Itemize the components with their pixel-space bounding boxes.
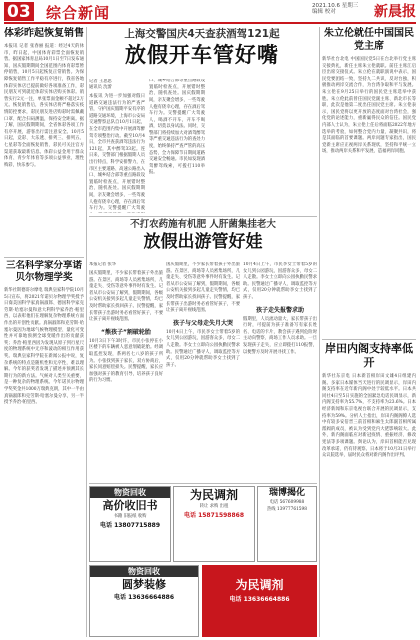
mid-body-4: 假期里，人员流动量大，家长带孩子出行时，可提前为孩子准备写有家长姓名、电话的卡片，教会孩子遇到危险时主动向警察、商场工作人员求助。一旦发现孩子走失，应立即拨打110报警，以便警方及时开展寻找工作。 (243, 316, 317, 355)
mid-subhead-2: 孩子与父母走失月大哭 (172, 319, 233, 327)
ad-3-title: 瑞博揭化 (268, 488, 305, 498)
banner-col-3 (209, 79, 261, 213)
ad-5-title: 为民调剂 (235, 578, 284, 592)
ad-1-phone: 电话 13807715889 (99, 521, 160, 529)
ad-1-name: 高价收旧书 (102, 499, 158, 512)
newspaper-logo: 新晨报 (374, 4, 416, 20)
banner-col-2 (149, 79, 205, 213)
mid-byline: 本报记者 张华 (89, 262, 117, 267)
ad-1 (89, 486, 171, 562)
left-story-2 (4, 260, 84, 637)
left-story-headline: 体彩昨起恢复销售 (4, 28, 84, 39)
right-story-2-headline: 岸田内阁支持率低开 (325, 342, 413, 369)
mid-col-3 (243, 262, 317, 480)
left-story (4, 27, 84, 255)
ad-2-sub: 转让 求购 出租 (199, 504, 229, 509)
ad-3 (257, 486, 317, 562)
ad-4 (89, 565, 199, 637)
right-story-2-body: 新华社东京电 日本新首相岸田文雄4日组建内阁。多家日本媒体当天进行的民调显示，岸田内阁支持率在近年新内阁中处于较低水平。日本共同社4日至5日实施的全国紧急电话民调显示，新内阁支持率为55.7%，不支持率为23.6%。日本经济新闻和东京电视台联合开展的民调显示，支持率为59%。分析人士指出，岸田内阁阁僚人选中有较多安倍晋三前首相和麻生太郎副首相所属派阀的成员，被认为受到党内大佬影响较大。此外，新内阁面临应对新冠疫情、重振经济、修改宪法等多项课题。舆论认为，岸田首相能否兑现改革承诺，仍有待观察。日本将于10月31日举行众议院选举，届时民众将对新内阁作出评判。 (322, 374, 416, 459)
ad-5 (202, 565, 317, 637)
banner-story-body-1: 本报讯 为进一步加强对假日道路交通违法行为的严查严管，守护国庆假期平安有序的道路交通环境，上海市公安局交通警察总队自10月1日起，在全市范围内集中开展酒驾醉驾专项整治行动。截至10月4日，全市共查获酒驾违法行为121起，其中醉驾33起。连日来，交警部门根据假期人员出行特点，科学安排警力，在市区主要道路、高速公路出入口、城乡结合部等重点路段设置临时检查点，开展错时整治、随机查处。国庆假期期间，亲友聚会增多，一些驾驶人抱有侥幸心理，存在酒后驾车行为。交警提醒广大驾驶 (89, 94, 145, 212)
section-title: 综合新闻 (46, 4, 111, 22)
divider-right (322, 339, 416, 340)
banner-kicker: 上海交警国庆4天查获酒驾121起 (124, 28, 280, 40)
ad-1-sub: 书籍 旧报纸 收购 (113, 514, 147, 519)
masthead (0, 0, 420, 24)
banner-col-4 (264, 79, 316, 213)
right-story-headline: 朱立伦就任中国国民党主席 (324, 28, 414, 52)
mid-body-2: 10月3日下午3时许，市民小张停在小区楼下的车辆被人恶意划破轮胎。经调取监控发现，系两名七八岁的孩子所为。小张找到孩子家长，双方协商后，家长同意赔偿损失。民警提醒，家长应加强对孩子的教育引导，培养孩子良好的行为习惯。 (89, 338, 163, 384)
mid-body-3: 10月4日上午，市民李女士带着5岁的女儿到公园游玩，因游客众多，母女二人走散。李女士立即向公园执勤民警求助。民警通过广播寻人、调取监控等方式，仅用20分钟就帮助李女士找到了孩子。 (166, 329, 240, 368)
banner-headline: 放假开车管好嘴 (125, 43, 279, 67)
mid-story-heading (89, 218, 317, 258)
mid-body-1b: 国庆假期里，不少家长带着孩子外出旅游。在景区、商场等人员密集场所，儿童走失、受伤等意外事件时有发生。记者从市公安局了解到，假期期间，各级公安机关接到多起儿童走失警情，均已及时帮助家长找回孩子。民警提醒，家长带孩子出游时务必看管好孩子，不要让孩子离开视线范围。 (166, 262, 240, 314)
mid-headline: 放假出游管好娃 (143, 232, 263, 252)
left-story-2-headline: 三名科学家分享诺贝尔物理学奖 (5, 260, 82, 283)
banner-story-body-2: 口、城乡结合部等重点路段设置临时检查点，开展错时整治、随机查处。国庆假期期间，亲友聚会增多，一些驾驶人抱有侥幸心理，存在酒后驾车行为。交警提醒广大驾驶人，喝酒不开车，开车不喝酒，切莫以身试法。同时，交警部门将持续加大对酒驾醉驾等严重交通违法行为的查处力度，始终保持严查严管的高压态势，全力保障节日期间道路交通安全畅通。市民如发现酒驾醉驾线索，可拨打110举报。 (149, 79, 205, 176)
issue-date (312, 3, 358, 15)
byline-reporter: 记者 王思思 (89, 79, 112, 84)
right-story-body: 新华社台北电 中国国民党5日在台北举行党主席交接典礼，新任主席朱立伦就职。前任主席江启臣出席交接仪式。朱立伦在就职演说中表示，国民党要团结一致，坚持九二共识、反对台独，积极推动两岸交流合作，为台湾争取和平与发展。朱立伦在9月25日举行的国民党主席选举中获胜。朱立伦此前曾任国民党副主席、新北市长等职，此次是他第二度出任国民党主席。朱立伦表示，国民党将以更开放的态度面对台湾社会，强化党的论述能力，重新赢得民众的信任。国民党内部人士认为，朱立伦上任后将面临2022年地方选举的考验，如何整合党内力量、凝聚共识，将是其面临的首要课题。两岸问题专家指出，国民党新主席应正视两岸关系现状，坚持和平统一立场，推动两岸关系和平发展，造福两岸同胞。 (322, 57, 416, 155)
ad-4-title: 物资回收 (90, 566, 198, 577)
right-story-2 (322, 342, 416, 637)
ad-1-title: 物资回收 (90, 487, 170, 498)
ad-5-phone: 电话 13636664886 (229, 596, 290, 603)
header-rule (4, 22, 416, 24)
divider-ads (89, 483, 317, 484)
ad-2-title: 为民调剂 (189, 488, 238, 502)
divider (4, 257, 84, 258)
column-divider (86, 27, 87, 637)
mid-body-1: 国庆假期里，不少家长带着孩子外出旅游。在景区、商场等人员密集场所，儿童走失、受伤等意外事件时有发生。记者从市公安局了解到，假期期间，各级公安机关接到多起儿童走失警情，均已及时帮助家长找回孩子。民警提醒，家长带孩子出游时务必看管好孩子，不要让孩子离开视线范围。 (89, 271, 163, 323)
ad-3-phone: 电话 567609988 (269, 500, 305, 505)
mid-subhead-3: 孩子走失报警求助 (255, 306, 304, 314)
mid-col-1 (89, 262, 163, 480)
ad-4-phone: 电话 13636664886 (113, 594, 174, 601)
byline-correspondent: 通讯员 沈蕾 (89, 85, 112, 90)
right-story (322, 27, 416, 337)
mid-col-2 (166, 262, 240, 480)
ad-4-name: 圆梦装修 (122, 578, 166, 591)
page-number: 03 (4, 2, 34, 21)
banner-byline-col (89, 79, 145, 213)
mid-body-3b: 10月4日上午，市民李女士带着5岁的女儿到公园游玩，因游客众多，母女二人走散。李女士立即向公园执勤民警求助。民警通过广播寻人、调取监控等方式，仅用20分钟就帮助李女士找到了孩子。 (243, 262, 317, 300)
ad-2-phone: 电话 15871598868 (183, 511, 244, 519)
mid-kicker: 不打农药施有机肥 人肝菌集挂老大 (130, 219, 276, 230)
left-story-body: 本报讯 记者 张春丽 报道：经过4天的休市，昨日起，中国体育彩票全面恢复销售。据国家体育总局10月1日至7日发布通知，国庆假期期间全国范围内体育彩票暂停销售，10月5日起恢复正常销售。为保障恢复销售工作平稳有序进行，我省各地体彩实体店已提前做好各项准备工作，彩民朋友可到就近体彩实体店购买体彩。销售实行2元一注，单张票面金额不超过2万元。恢复销售后，各实体店将严格落实疫情防控要求，彩民朋友进店购彩时需佩戴口罩、配合扫码测温，保持安全距离。据了解，国庆假期期间，全省体彩各项工作有序开展，游客出行需注意安全。10月5日起，竞彩、大乐透、排列三、排列五、七星彩等全面恢复销售，彩民可关注官方渠道获取最新信息。体彩公益金用于群众体育、青少年体育等多项公益事业，理性购彩，快乐参与。 (4, 44, 84, 168)
ad-3-tel: 热线 13977761598 (266, 506, 308, 512)
column-divider-right (319, 27, 320, 637)
ad-2 (173, 486, 255, 562)
mid-subhead-1: “熊孩子”割破轮胎 (101, 328, 151, 336)
editor-text: 编辑 校对 (312, 9, 336, 15)
divider-mid (89, 216, 317, 217)
banner-story (89, 27, 315, 77)
left-story-2-body: 新华社斯德哥尔摩电 瑞典皇家科学院10月5日宣布，将2021年诺贝尔物理学奖授予日裔美国科学家真锅淑郎、德国科学家克劳斯·哈塞尔曼和意大利科学家乔治·帕里西，以表彰他们在理解复杂物理系统方面作出的开创性贡献。真锅淑郎和克劳斯·哈塞尔曼因为地球气候物理模型、量化可变性并可靠地预测全球变暖作出的贡献获奖；乔治·帕里西因为发现从原子到行星尺度的物理系统中无序和波动的相互作用获奖。瑞典皇家科学院在新闻公报中说，复杂系统的特点是随机性和无序性，难以理解。今年的获奖者发现了描述并预测其长期行为的新方法。气候对人类至关重要，是一种复杂的物理系统。今年诺贝尔物理学奖奖金共1000万瑞典克朗，其中一半由真锅淑郎和克劳斯·哈塞尔曼分享，另一半授予乔治·帕里西。 (4, 288, 84, 406)
date-text: 2021.10.6 星期三 (312, 3, 359, 9)
